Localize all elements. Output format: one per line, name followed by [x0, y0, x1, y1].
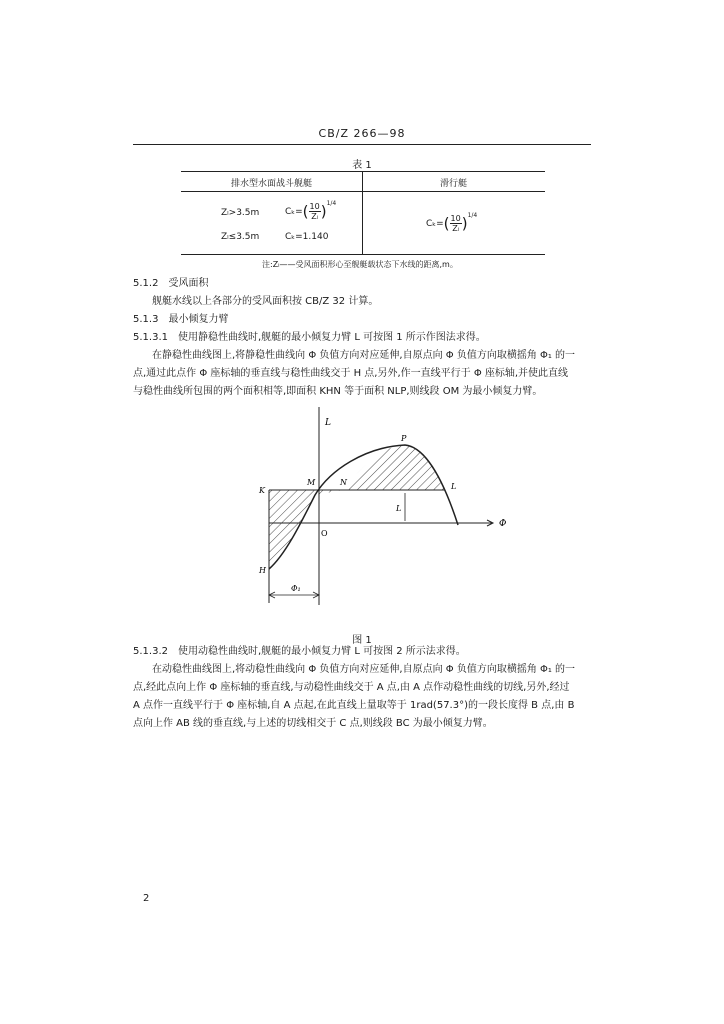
figure-1-caption: 图 1 [352, 635, 372, 646]
row1-frac-num: 10 [309, 202, 320, 211]
label-L-point: L [451, 482, 457, 491]
section-5-1-2-body: 舰艇水线以上各部分的受风面积按 CB/Z 32 计算。 [152, 296, 379, 307]
section-5-1-2-title: 5.1.2 受风面积 [133, 278, 209, 289]
table-1 [181, 171, 545, 255]
table-header-col2: 滑行艇 [439, 179, 467, 189]
area-NLP [343, 445, 445, 490]
section-5-1-3-1-line-1: 5.1.3.1 使用静稳性曲线时,舰艇的最小倾复力臂 L 可按图 1 所示作图法求得。 [133, 332, 486, 343]
section-5-1-3-1-line-4: 与稳性曲线所包围的两个面积相等,即面积 KHN 等于面积 NLP,则线段 OM 为最小倾复力臂。 [133, 386, 543, 397]
label-K: K [259, 486, 265, 495]
label-N: N [340, 478, 347, 487]
table-header-col1: 排水型水面战斗舰艇 [230, 179, 312, 189]
header-rule [133, 144, 591, 145]
row2-formula: Cₖ=1.140 [285, 232, 329, 242]
label-O: O [321, 529, 328, 538]
table-note: 注:Zₗ——受风面积形心至舰艇载状态下水线的距离,m。 [262, 260, 458, 269]
section-5-1-3-2-line-3: 点,经此点向上作 Φ 座标轴的垂直线,与动稳性曲线交于 A 点,由 A 点作动稳性曲线的切线,另外,经过 [133, 682, 570, 693]
col2-exponent: 1/4 [467, 212, 478, 219]
label-phi1: Φ₁ [291, 584, 301, 593]
col2-frac-num: 10 [450, 214, 461, 223]
section-5-1-3-1-line-3: 点,通过此点作 Φ 座标轴的垂直线与稳性曲线交于 H 点,另外,作一直线平行于 Φ 座标轴,并使此直线 [133, 368, 569, 379]
label-L-dim: L [396, 504, 402, 513]
col2-frac-den: Zₗ [452, 224, 460, 233]
col2-formula: Cₖ=( $\frac{10}{\text{Zₗ}}$ )$^{1/4}$ [426, 212, 478, 233]
label-H: H [259, 566, 266, 575]
row1-frac-den: Zₗ [311, 212, 319, 221]
section-5-1-3-2-line-2: 在动稳性曲线图上,将动稳性曲线向 Φ 负值方向对应延伸,自原点向 Φ 负值方向取横摇角 Φ₁ 的一 [152, 664, 576, 675]
label-x-axis: Φ [499, 519, 507, 529]
col2-formula-prefix: Cₖ= [426, 219, 444, 229]
label-M: M [307, 478, 316, 487]
section-5-1-3-2-line-4: A 点作一直线平行于 Φ 座标轴,自 A 点起,在此直线上量取等于 1rad(57.3°)的一段长度得 B 点,由 B [133, 700, 575, 711]
row1-condition: Zₗ>3.5m [221, 208, 260, 218]
section-5-1-3-2-line-5: 点向上作 AB 线的垂直线,与上述的切线相交于 C 点,则线段 BC 为最小倾复力臂。 [133, 718, 493, 729]
row1-formula: Cₖ=( $\frac{10}{\text{Zₗ}}$ )$^{1/4}$ [285, 200, 337, 221]
row2-condition: Zₗ≤3.5m [221, 232, 260, 242]
label-P: P [401, 434, 407, 443]
table-title: 表 1 [352, 160, 372, 171]
section-5-1-3-2-line-1: 5.1.3.2 使用动稳性曲线时,舰艇的最小倾复力臂 L 可按图 2 所示法求得。 [133, 646, 466, 657]
row1-exponent: 1/4 [326, 200, 337, 207]
label-y-axis: L [325, 418, 331, 428]
section-5-1-3-title: 5.1.3 最小倾复力臂 [133, 314, 229, 325]
row1-formula-prefix: Cₖ= [285, 207, 303, 217]
page-number: 2 [143, 893, 150, 904]
table-header-rule [181, 191, 545, 192]
document-code-header: CB/Z 266—98 [318, 127, 406, 140]
section-5-1-3-1-line-2: 在静稳性曲线图上,将静稳性曲线向 Φ 负值方向对应延伸,自原点向 Φ 负值方向取横摇角 Φ₁ 的一 [152, 350, 576, 361]
figure-1-stability-diagram [255, 405, 515, 610]
